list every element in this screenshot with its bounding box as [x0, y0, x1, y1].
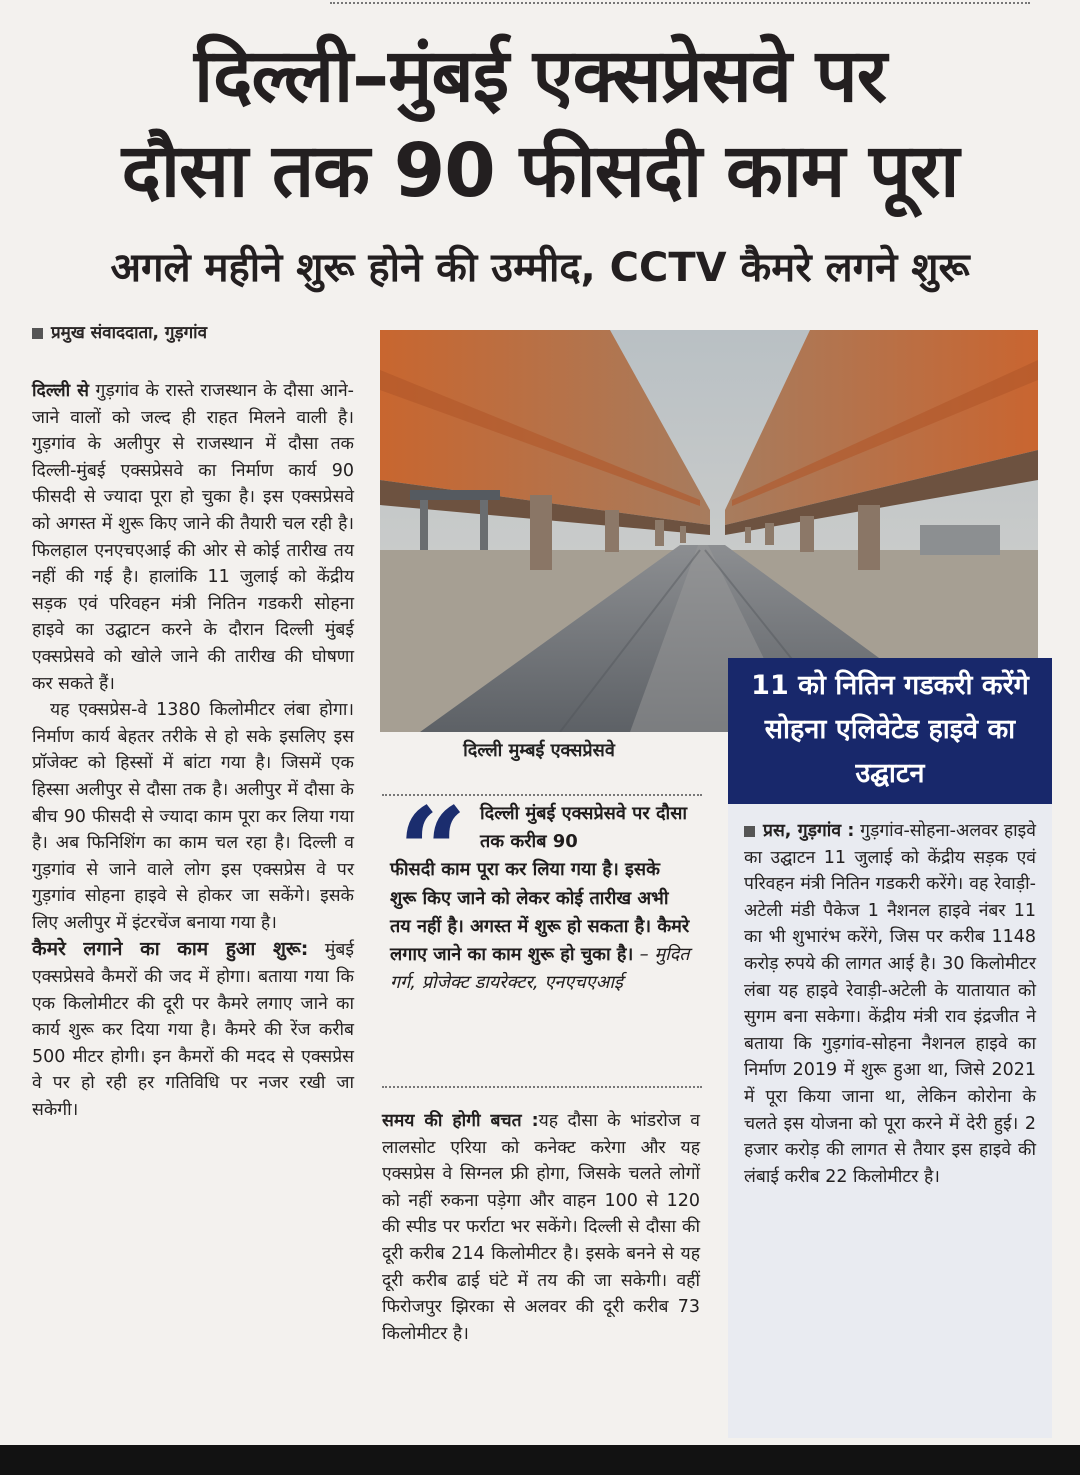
article-column-2 [382, 1108, 700, 1347]
paragraph-1 [32, 378, 354, 697]
paragraph-2: यह एक्सप्रेस-वे 1380 किलोमीटर लंबा होगा। निर्माण कार्य बेहतर तरीके से हो सके इसलिए इस प्रॉजेक्ट को हिस्सों में बांटा गया है। जिसमें एक हिस्सा अलीपुर से दौसा तक है। अलीपुर में दौसा के बीच 90 फीसदी से ज्यादा काम पूरा कर लिया गया है। अब फिनिशिंग का काम चल रहा है। दिल्ली व गुड़गांव से जाने वाले लोग इस एक्सप्रेस वे पर गुड़गांव सोहना हाइवे से होकर जा सकेंगे। इसके लिए अलीपुर में इंटरचेंज बनाया गया है। [32, 700, 354, 933]
headline-line-2: दौसा तक 90 फीसदी काम पूरा [121, 128, 959, 214]
sidebar-paragraph [744, 818, 1036, 1190]
quote-line-a: दिल्ली मुंबई एक्सप्रेसवे पर दौसा तक करीब 90 [480, 803, 688, 853]
quote-attribution: – मुदित गर्ग, प्रोजेक्ट डायरेक्टर, एनएचएआई [390, 944, 690, 994]
paragraph-time-saving-text: यह दौसा के भांडरोज व लालसोट एरिया को कनेक्ट करेगा और यह एक्सप्रेस वे सिग्नल फ्री होगा, जिसके चलते लोगों को नहीं रुकना पड़ेगा और वाहन 100 से 120 की स्पीड पर फर्राटा भर सकेंगे। दिल्ली से दौसा की दूरी करीब 214 किलोमीटर है। इसके बनने से यह दूरी करीब ढाई घंटे में तय की जा सकेगी। वहीं फिरोजपुर झिरका से अलवर की दूरी करीब 73 किलोमीटर है। [382, 1111, 700, 1344]
paragraph-time-saving [382, 1108, 700, 1347]
paragraph-3-text: मुंबई एक्सप्रेसवे कैमरों की जद में होगा। बताया गया कि एक किलोमीटर की दूरी पर कैमरे लगाए जाने का कार्य शुरू कर दिया गया है। कैमरे की रेंज करीब 500 मीटर होगी। इन कैमरों की मदद से एक्सप्रेस वे पर हो रही हर गतिविधि पर नजर रखी जा सकेगी। [32, 940, 354, 1121]
sidebar-column [744, 818, 1036, 1190]
article-column-1 [32, 378, 354, 1124]
lead-in: दिल्ली से [32, 381, 89, 401]
subheadline: अगले महीने शुरू होने की उम्मीद, CCTV कैमरे लगने शुरू [110, 245, 970, 291]
sidebar-headline: 11 को नितिन गडकरी करेंगे सोहना एलिवेटेड हाइवे का उद्घाटन [728, 658, 1052, 804]
sidebar-byline: प्रस, गुड़गांव : [763, 821, 855, 841]
byline [32, 320, 207, 343]
sidebar-body: गुड़गांव-सोहना-अलवर हाइवे का उद्घाटन 11 जुलाई को केंद्रीय सड़क एवं परिवहन मंत्री नितिन गडकरी करेंगे। वह रेवाड़ी-अटेली मंडी पैकेज 1 नैशनल हाइवे नंबर 11 का भी शुभारंभ करेंगे, जिस पर करीब 1148 करोड़ रुपये की लागत आई है। 30 किलोमीटर लंबा यह हाइवे रेवाड़ी-अटेली के यातायात को सुगम बना सकेगा। केंद्रीय मंत्री राव इंद्रजीत ने बताया कि गुड़गांव-सोहना नैशनल हाइवे का निर्माण 2019 में शुरू हुआ था, जिसे 2021 में पूरा किया जाना था, लेकिन कोरोना के चलते इस योजना को पूरा करने में देरी हुई। 2 हजार करोड़ की लागत से तैयार इस हाइवे की लंबाई करीब 22 किलोमीटर है। [744, 821, 1036, 1187]
headline-line-1: दिल्ली–मुंबई एक्सप्रेसवे पर [194, 33, 886, 119]
bottom-bar [0, 1445, 1080, 1475]
quote-mark-icon: “ [398, 781, 468, 922]
pull-quote [390, 800, 690, 997]
paragraph-3 [32, 936, 354, 1123]
byline-text: प्रमुख संवाददाता, गुड़गांव [51, 323, 208, 343]
bullet-square-icon [744, 826, 755, 837]
section-lead-cameras: कैमरे लगाने का काम हुआ शुरू: [32, 938, 309, 961]
paragraph-1-text: गुड़गांव के रास्ते राजस्थान के दौसा आने-जाने वालों को जल्द ही राहत मिलने वाली है। गुड़गांव के अलीपुर से राजस्थान में दौसा तक दिल्ली-मुंबई एक्सप्रेसवे का निर्माण कार्य 90 फीसदी से ज्यादा पूरा हो चुका है। इस एक्सप्रेसवे को अगस्त में शुरू किए जाने की तैयारी चल रही है। फिलहाल एनएचएआई की ओर से कोई तारीख तय नहीं की गई है। हालांकि 11 जुलाई को केंद्रीय सड़क एवं परिवहन मंत्री नितिन गडकरी सोहना हाइवे का उद्घाटन करने के दौरान दिल्ली मुंबई एक्सप्रेसवे को खोले जाने की तारीख की घोषणा कर सकते हैं। [32, 381, 354, 694]
quote-line-b: फीसदी काम पूरा कर लिया गया है। इसके शुरू किए जाने को लेकर कोई तारीख अभी तय नहीं है। अगस्त में शुरू हो सकता है। कैमरे लगाए जाने का काम शुरू हो चुका है। [390, 859, 690, 966]
bullet-square-icon [32, 328, 43, 339]
section-lead-time-saving: समय की होगी बचत : [382, 1111, 539, 1131]
photo-caption: दिल्ली मुम्बई एक्सप्रेसवे [463, 740, 615, 761]
top-divider [330, 2, 1030, 8]
